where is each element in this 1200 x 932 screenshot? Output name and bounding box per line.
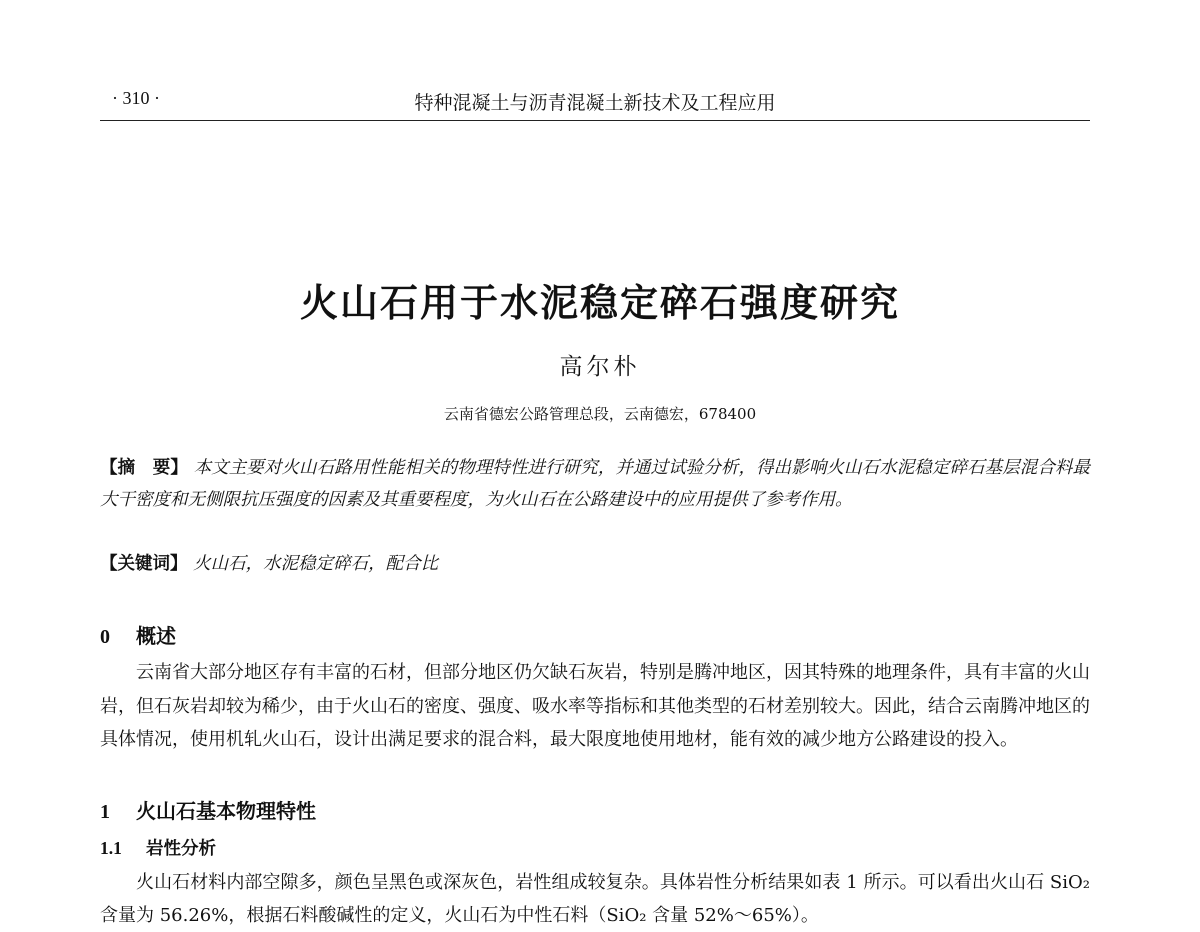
- subsection-title: 岩性分析: [146, 839, 216, 859]
- section-title: 概述: [136, 624, 176, 648]
- abstract-label: 【摘 要】: [100, 458, 188, 478]
- section-number: 1: [100, 801, 110, 823]
- section-0-paragraph: 云南省大部分地区存有丰富的石材，但部分地区仍欠缺石灰岩，特别是腾冲地区，因其特殊的地理条件，具有丰富的火山岩，但石灰岩却较为稀少，由于火山石的密度、强度、吸水率等指标和其他类型的石材差别较大。因此，结合云南腾冲地区的具体情况，使用机轧火山石，设计出满足要求的混合料，最大限度地使用地材，能有效的减少地方公路建设的投入。: [100, 662, 1090, 750]
- section-heading-1: [100, 795, 316, 824]
- running-title: 特种混凝土与沥青混凝土新技术及工程应用: [414, 92, 776, 114]
- author-affiliation: 云南省德宏公路管理总段，云南德宏，678400: [443, 405, 757, 423]
- keywords-text: 火山石，水泥稳定碎石，配合比: [193, 554, 439, 574]
- keywords-label: 【关键词】: [100, 554, 188, 574]
- paper-title: 火山石用于水泥稳定碎石强度研究: [299, 280, 900, 325]
- abstract-text: 本文主要对火山石路用性能相关的物理特性进行研究，并通过试验分析，得出影响火山石水泥稳定碎石基层混合料最大干密度和无侧限抗压强度的因素及其重要程度，为火山石在公路建设中的应用提供了参考作用。: [100, 458, 1091, 510]
- section-number: 0: [100, 626, 110, 648]
- subsection-number: 1.1: [100, 838, 122, 858]
- page-number: · 310 ·: [112, 88, 160, 108]
- page-header: [100, 88, 1090, 118]
- header-rule: [100, 120, 1090, 121]
- keywords: [100, 548, 1090, 580]
- abstract: [100, 452, 1090, 516]
- author-name: 高尔朴: [559, 354, 641, 380]
- subsection-heading-1-1: [100, 835, 216, 860]
- section-heading-0: [100, 620, 176, 649]
- subsection-1-1-paragraph: 火山石材料内部空隙多，颜色呈黑色或深灰色，岩性组成较复杂。具体岩性分析结果如表 1 所示。可以看出火山石 SiO₂ 含量为 56.26%，根据石料酸碱性的定义，火山石为中性石料（SiO₂ 含量 52%～65%）。: [100, 872, 1090, 926]
- section-title: 火山石基本物理特性: [136, 799, 316, 823]
